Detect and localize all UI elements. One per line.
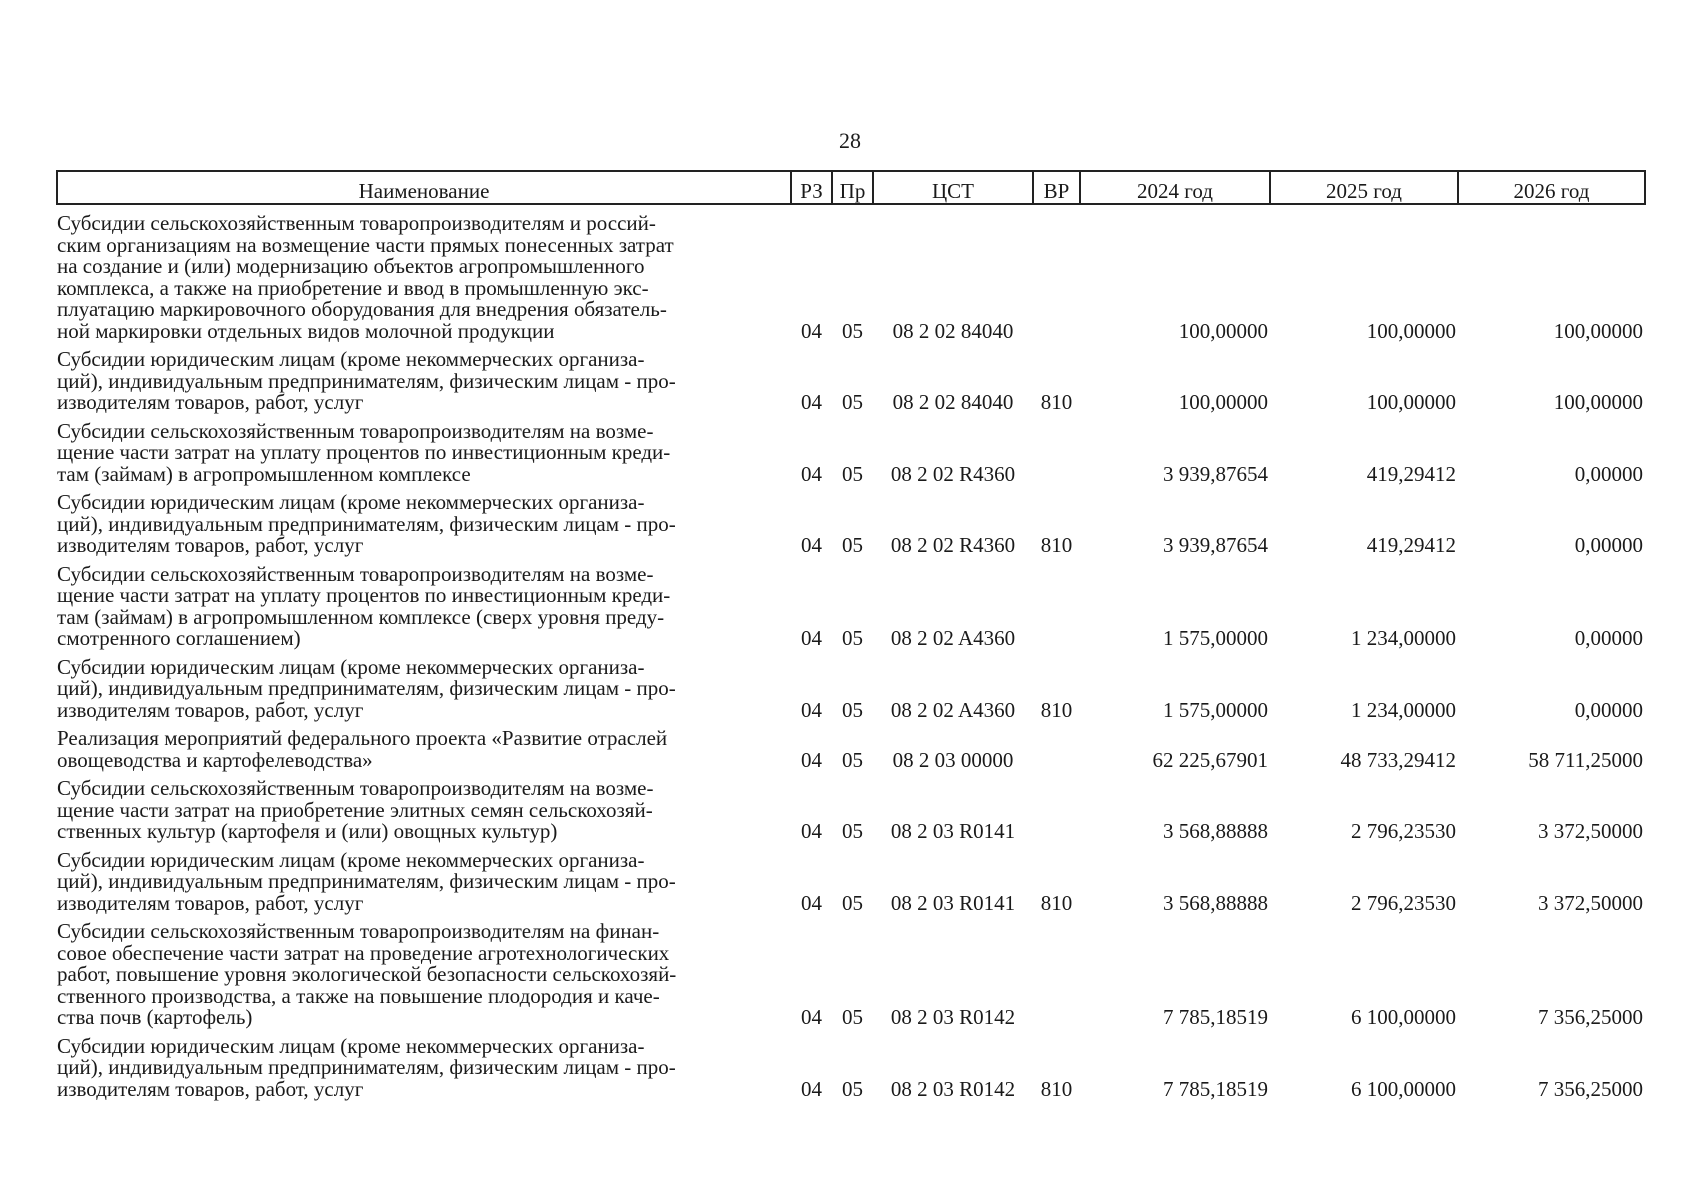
- header-name: Наименование: [57, 171, 791, 204]
- row-name-line: изводителям товаров, работ, услуг: [57, 1076, 364, 1101]
- row-name: [57, 724, 791, 774]
- row-name-line: изводителям товаров, работ, услуг: [57, 697, 364, 722]
- row-rz: 04: [801, 390, 822, 414]
- row-name-line: плуатацию маркировочного оборудования для внедрения обязатель-: [57, 297, 667, 321]
- budget-table: [56, 170, 1646, 1103]
- row-name: [57, 204, 791, 345]
- row-name-line: ским организациям на возмещение части прямых понесенных затрат: [57, 232, 674, 257]
- row-cst: 08 2 03 00000: [892, 747, 1014, 772]
- row-name-line: там (займам) в агропромышленном комплексе: [57, 461, 471, 486]
- row-vr: 810: [1040, 390, 1073, 414]
- row-rz: 04: [801, 318, 822, 343]
- header-cst: ЦСТ: [873, 171, 1033, 204]
- table-row: [57, 724, 1645, 774]
- row-name-line: ственных культур (картофеля и (или) овощных культур): [57, 819, 558, 843]
- row-vr: [1033, 774, 1080, 846]
- row-2025: 100,00000: [1366, 318, 1456, 343]
- row-name-line: Субсидии сельскохозяйственным товаропроизводителям на возме-: [57, 418, 654, 443]
- row-rz: 04: [801, 1005, 822, 1029]
- row-2024: 100,00000: [1178, 318, 1268, 343]
- row-2026: 0,00000: [1574, 461, 1643, 486]
- table-row: [57, 204, 1645, 345]
- row-2025: 1 234,00000: [1351, 626, 1456, 650]
- row-name: [57, 417, 791, 489]
- row-2024: 3 568,88888: [1163, 890, 1268, 915]
- table-row: [57, 846, 1645, 918]
- row-cst: 08 2 03 R0142: [890, 1076, 1016, 1101]
- row-name-line: Субсидии сельскохозяйственным товаропроизводителям на финан-: [57, 919, 660, 943]
- row-cst: 08 2 02 A4360: [890, 626, 1016, 650]
- row-2025: 6 100,00000: [1351, 1005, 1456, 1029]
- row-2026: 0,00000: [1574, 697, 1643, 722]
- row-name-line: щение части затрат на уплату процентов по инвестиционным креди-: [57, 440, 671, 464]
- row-2024: 7 785,18519: [1163, 1005, 1268, 1029]
- row-name-line: ций), индивидуальным предпринимателям, физическим лицам - про-: [57, 1055, 676, 1079]
- row-2026: 0,00000: [1574, 533, 1643, 557]
- table-header: [57, 171, 1645, 204]
- header-rz: РЗ: [791, 171, 832, 204]
- table-body: [57, 204, 1645, 1103]
- row-pr: 05: [842, 1005, 863, 1029]
- row-name-line: ций), индивидуальным предпринимателям, физическим лицам - про-: [57, 511, 676, 536]
- row-vr: [1033, 917, 1080, 1032]
- row-name-line: Субсидии юридическим лицам (кроме некоммерческих организа-: [57, 654, 645, 679]
- row-name: [57, 1032, 791, 1104]
- row-2025: 48 733,29412: [1340, 747, 1456, 772]
- row-name: [57, 774, 791, 846]
- row-name: [57, 653, 791, 725]
- row-pr: 05: [842, 461, 863, 486]
- row-name-line: ций), индивидуальным предпринимателям, физическим лицам - про-: [57, 368, 676, 393]
- row-vr: [1033, 204, 1080, 345]
- row-name-line: овощеводства и картофелеводства»: [57, 747, 373, 772]
- row-vr: 810: [1040, 697, 1073, 722]
- header-row: [57, 171, 1645, 204]
- row-2026: 7 356,25000: [1538, 1076, 1643, 1101]
- row-name-line: смотренного соглашением): [57, 626, 301, 650]
- row-2024: 100,00000: [1178, 390, 1268, 414]
- row-name-line: изводителям товаров, работ, услуг: [57, 890, 364, 915]
- row-name-line: ций), индивидуальным предпринимателям, физическим лицам - про-: [57, 676, 676, 700]
- row-name-line: совое обеспечение части затрат на проведение агротехнологических: [57, 940, 670, 965]
- row-name: [57, 488, 791, 560]
- row-vr: [1033, 417, 1080, 489]
- table-row: [57, 1032, 1645, 1104]
- table-row: [57, 345, 1645, 417]
- row-pr: 05: [842, 533, 863, 557]
- row-rz: 04: [801, 890, 822, 915]
- row-pr: 05: [842, 890, 863, 915]
- row-2026: 100,00000: [1553, 318, 1643, 343]
- row-cst: 08 2 03 R0141: [890, 819, 1016, 843]
- row-2025: 100,00000: [1366, 390, 1456, 414]
- row-rz: 04: [801, 533, 822, 557]
- row-rz: 04: [801, 461, 822, 486]
- row-name-line: Субсидии юридическим лицам (кроме некоммерческих организа-: [57, 347, 645, 371]
- row-rz: 04: [801, 626, 822, 650]
- row-pr: 05: [842, 747, 863, 772]
- row-name-line: щение части затрат на уплату процентов по инвестиционным креди-: [57, 583, 671, 607]
- row-2025: 419,29412: [1366, 461, 1456, 486]
- table-row: [57, 774, 1645, 846]
- row-vr: [1033, 560, 1080, 653]
- row-2024: 1 575,00000: [1163, 626, 1268, 650]
- row-name-line: Субсидии юридическим лицам (кроме некоммерческих организа-: [57, 490, 645, 514]
- row-name-line: Субсидии сельскохозяйственным товаропроизводителям и россий-: [57, 211, 656, 235]
- row-name-line: Реализация мероприятий федерального проекта «Развитие отраслей: [57, 726, 668, 750]
- row-2026: 0,00000: [1574, 626, 1643, 650]
- row-pr: 05: [842, 626, 863, 650]
- row-pr: 05: [842, 390, 863, 414]
- row-name-line: щение части затрат на приобретение элитных семян сельскохозяй-: [57, 797, 653, 822]
- row-pr: 05: [842, 819, 863, 843]
- row-name-line: ной маркировки отдельных видов молочной продукции: [57, 318, 555, 343]
- row-name-line: ственного производства, а также на повышение плодородия и каче-: [57, 983, 660, 1008]
- row-2026: 3 372,50000: [1538, 890, 1643, 915]
- row-2024: 3 568,88888: [1163, 819, 1268, 843]
- row-2024: 1 575,00000: [1163, 697, 1268, 722]
- row-vr: [1033, 724, 1080, 774]
- row-cst: 08 2 02 84040: [892, 390, 1014, 414]
- row-2025: 2 796,23530: [1351, 890, 1456, 915]
- row-pr: 05: [842, 697, 863, 722]
- header-vr: ВР: [1033, 171, 1080, 204]
- row-name: [57, 917, 791, 1032]
- row-name-line: Субсидии юридическим лицам (кроме некоммерческих организа-: [57, 1033, 645, 1058]
- row-2024: 3 939,87654: [1163, 533, 1268, 557]
- header-2025: 2025 год: [1270, 171, 1458, 204]
- row-cst: 08 2 03 R0141: [890, 890, 1016, 915]
- row-name-line: ства почв (картофель): [57, 1005, 253, 1029]
- row-name-line: комплекса, а также на приобретение и ввод в промышленную экс-: [57, 275, 649, 300]
- row-2025: 2 796,23530: [1351, 819, 1456, 843]
- row-2024: 62 225,67901: [1152, 747, 1268, 772]
- row-rz: 04: [801, 697, 822, 722]
- table-row: [57, 488, 1645, 560]
- row-2026: 58 711,25000: [1528, 747, 1643, 772]
- row-vr: 810: [1040, 890, 1073, 915]
- row-2024: 7 785,18519: [1163, 1076, 1268, 1101]
- row-vr: 810: [1040, 533, 1073, 557]
- header-2026: 2026 год: [1458, 171, 1645, 204]
- row-2026: 3 372,50000: [1538, 819, 1643, 843]
- row-rz: 04: [801, 819, 822, 843]
- row-name: [57, 345, 791, 417]
- row-2026: 7 356,25000: [1538, 1005, 1643, 1029]
- row-name-line: ций), индивидуальным предпринимателям, физическим лицам - про-: [57, 869, 676, 893]
- row-rz: 04: [801, 747, 822, 772]
- row-name-line: там (займам) в агропромышленном комплексе (сверх уровня преду-: [57, 604, 665, 629]
- row-cst: 08 2 02 A4360: [890, 697, 1016, 722]
- row-2025: 6 100,00000: [1351, 1076, 1456, 1101]
- table-row: [57, 917, 1645, 1032]
- row-name-line: Субсидии сельскохозяйственным товаропроизводителям на возме-: [57, 561, 654, 586]
- row-2024: 3 939,87654: [1163, 461, 1268, 486]
- row-name-line: работ, повышение уровня экологической безопасности сельскохозяй-: [57, 962, 677, 986]
- row-2025: 1 234,00000: [1351, 697, 1456, 722]
- row-2026: 100,00000: [1553, 390, 1643, 414]
- row-cst: 08 2 02 R4360: [890, 461, 1016, 486]
- row-cst: 08 2 02 84040: [892, 318, 1014, 343]
- table-row: [57, 417, 1645, 489]
- row-vr: 810: [1040, 1076, 1073, 1101]
- row-rz: 04: [801, 1076, 822, 1101]
- row-pr: 05: [842, 318, 863, 343]
- row-name-line: Субсидии юридическим лицам (кроме некоммерческих организа-: [57, 847, 645, 872]
- header-2024: 2024 год: [1080, 171, 1270, 204]
- table-row: [57, 560, 1645, 653]
- table-row: [57, 653, 1645, 725]
- row-name-line: изводителям товаров, работ, услуг: [57, 390, 364, 414]
- header-pr: Пр: [832, 171, 873, 204]
- row-name-line: Субсидии сельскохозяйственным товаропроизводителям на возме-: [57, 776, 654, 800]
- row-2025: 419,29412: [1366, 533, 1456, 557]
- row-name: [57, 560, 791, 653]
- row-name-line: изводителям товаров, работ, услуг: [57, 533, 364, 557]
- row-cst: 08 2 02 R4360: [890, 533, 1016, 557]
- page-number: 28: [839, 128, 861, 153]
- row-pr: 05: [842, 1076, 863, 1101]
- row-cst: 08 2 03 R0142: [890, 1005, 1016, 1029]
- row-name: [57, 846, 791, 918]
- row-name-line: на создание и (или) модернизацию объектов агропромышленного: [57, 254, 645, 278]
